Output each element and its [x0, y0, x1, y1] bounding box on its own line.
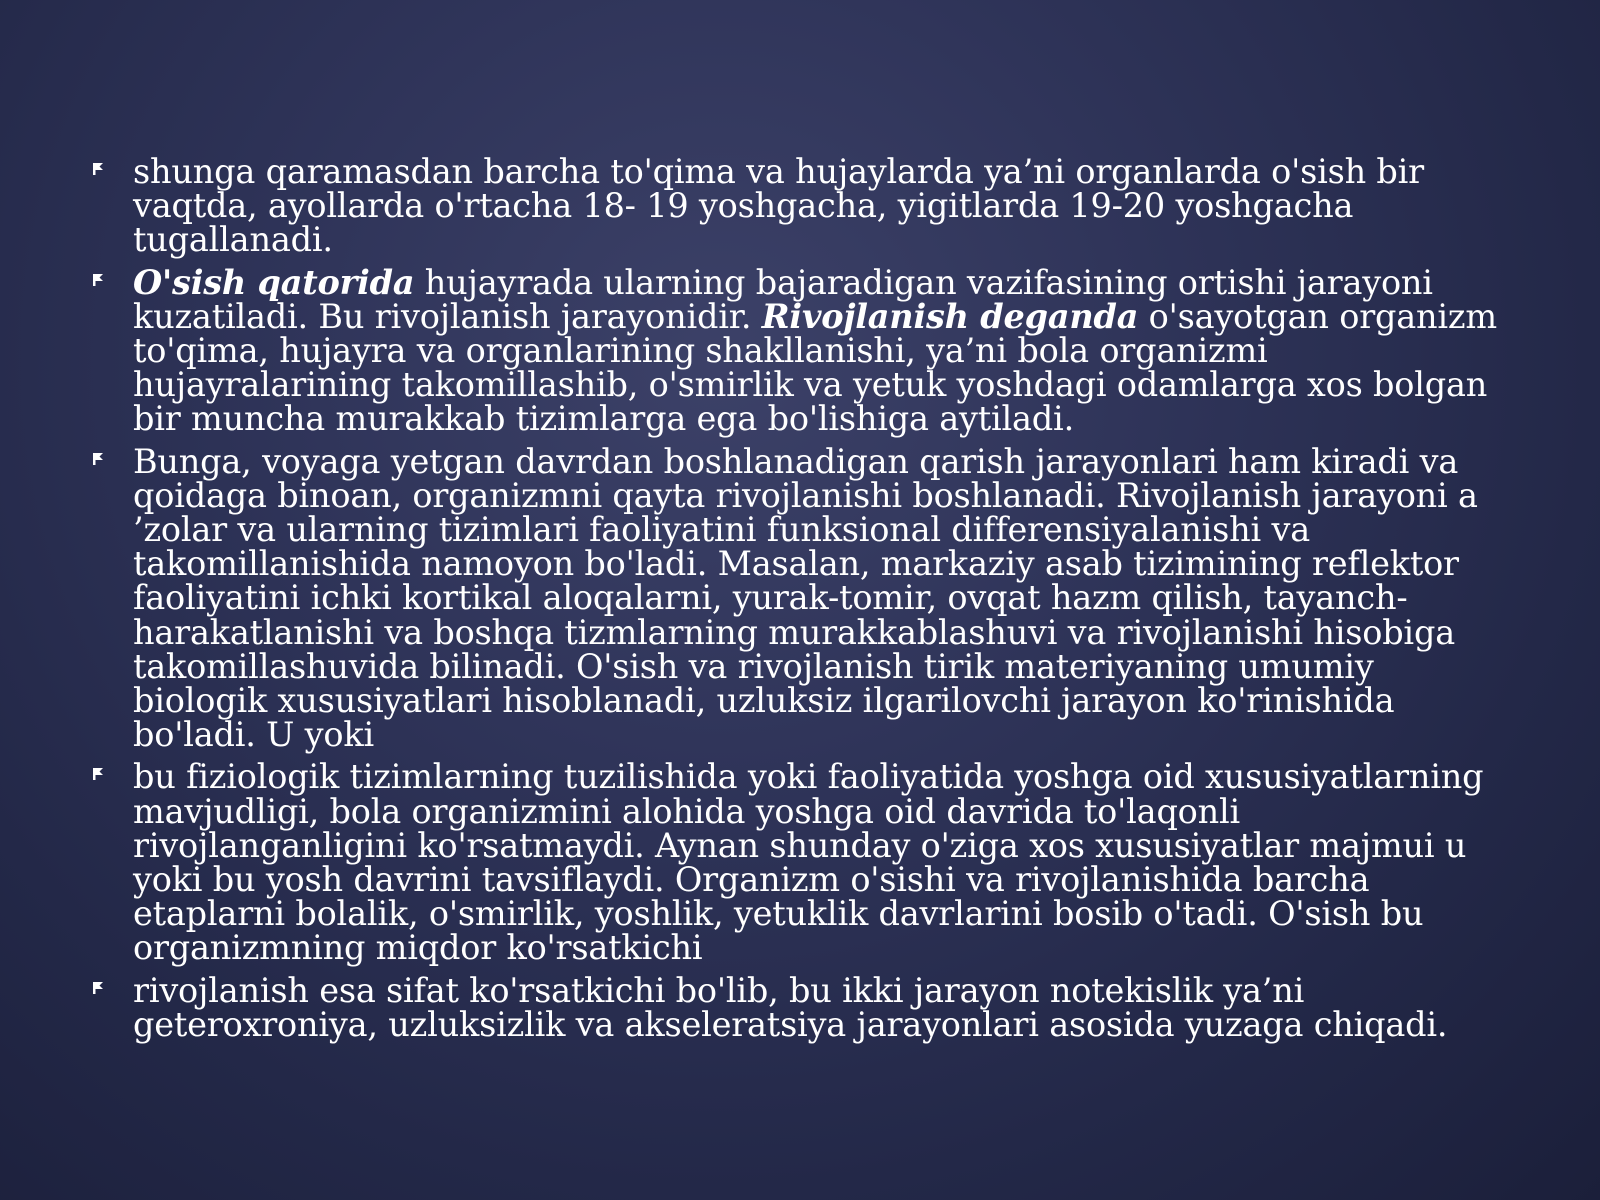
- bullet-item-1: [92, 152, 1512, 260]
- flag-bullet-icon: [92, 273, 104, 287]
- flag-bullet-icon: [92, 767, 104, 781]
- flag-bullet-icon: [92, 452, 104, 466]
- bullet-list: [92, 152, 1512, 1050]
- bullet-text: rivojlanish esa sifat ko'rsatkichi bo'lib, bu ikki jarayon notekislik ya’ni geteroxroniya, uzluksizlik va akseleratsiya jarayonlari asosida yuzaga chiqadi.: [133, 970, 1448, 1044]
- flag-bullet-icon: [92, 162, 104, 176]
- bullet-text: hujayrada ularning bajaradigan vazifasining ortishi jarayoni kuzatiladi. Bu rivojlanish jarayonidir.: [133, 262, 1433, 336]
- flag-bullet-icon: [92, 981, 104, 995]
- bullet-item-5: [92, 970, 1512, 1044]
- bullet-item-2: [92, 262, 1512, 439]
- bullet-text: bu fiziologik tizimlarning tuzilishida yoki faoliyatida yoshga oid xususiyatlarning mavjudligi, bola organizmini alohida yoshga oid davrida to'laqonli rivojlanganligini ko'rsatmaydi. Aynan shunday o'ziga xos xususiyatlar majmui u yoki bu yosh davrini tavsiflaydi. Organizm o'sishi va rivojlanishida barcha etaplarni bolalik, o'smirlik, yoshlik, yetuklik davrlarini bosib o'tadi. O'sish bu organizmning miqdor ko'rsatkichi: [133, 757, 1484, 968]
- bullet-text: shunga qaramasdan barcha to'qima va hujaylarda ya’ni organlarda o'sish bir vaqtda, ayollarda o'rtacha 18- 19 yoshgacha, yigitlarda 19-20 yoshgacha tugallanadi.: [133, 152, 1424, 260]
- bullet-item-4: [92, 757, 1512, 968]
- emphasis-term: Rivojlanish deganda: [761, 296, 1139, 336]
- bullet-text: Bunga, voyaga yetgan davrdan boshlanadigan qarish jarayonlari ham kiradi va qoidaga binoan, organizmni qayta rivojlanishi boshlanadi. Rivojlanish jarayoni a ’zolar va ularning tizimlari faoliyatini funksional differensiyalanishi va takomillanishida namoyon bo'ladi. Masalan, markaziy asab tizimining reflektor faoliyatini ichki kortikal aloqalarni, yurak-tomir, ovqat hazm qilish, tayanch-harakatlanishi va boshqa tizmlarning murakkablashuvi va rivojlanishi hisobiga takomillashuvida bilinadi. O'sish va rivojlanish tirik materiyaning umumiy biologik xususiyatlari hisoblanadi, uzluksiz ilgarilovchi jarayon ko'rinishida bo'ladi. U yoki: [133, 441, 1478, 755]
- emphasis-term: O'sish qatorida: [133, 262, 415, 302]
- bullet-text: o'sayotgan organizm to'qima, hujayra va organlarining shakllanishi, ya’ni bola organizmi hujayralarining takomillashib, o'smirlik va yetuk yoshdagi odamlarga xos bolgan bir muncha murakkab tizimlarga ega bo'lishiga aytiladi.: [133, 296, 1497, 439]
- bullet-item-3: [92, 441, 1512, 755]
